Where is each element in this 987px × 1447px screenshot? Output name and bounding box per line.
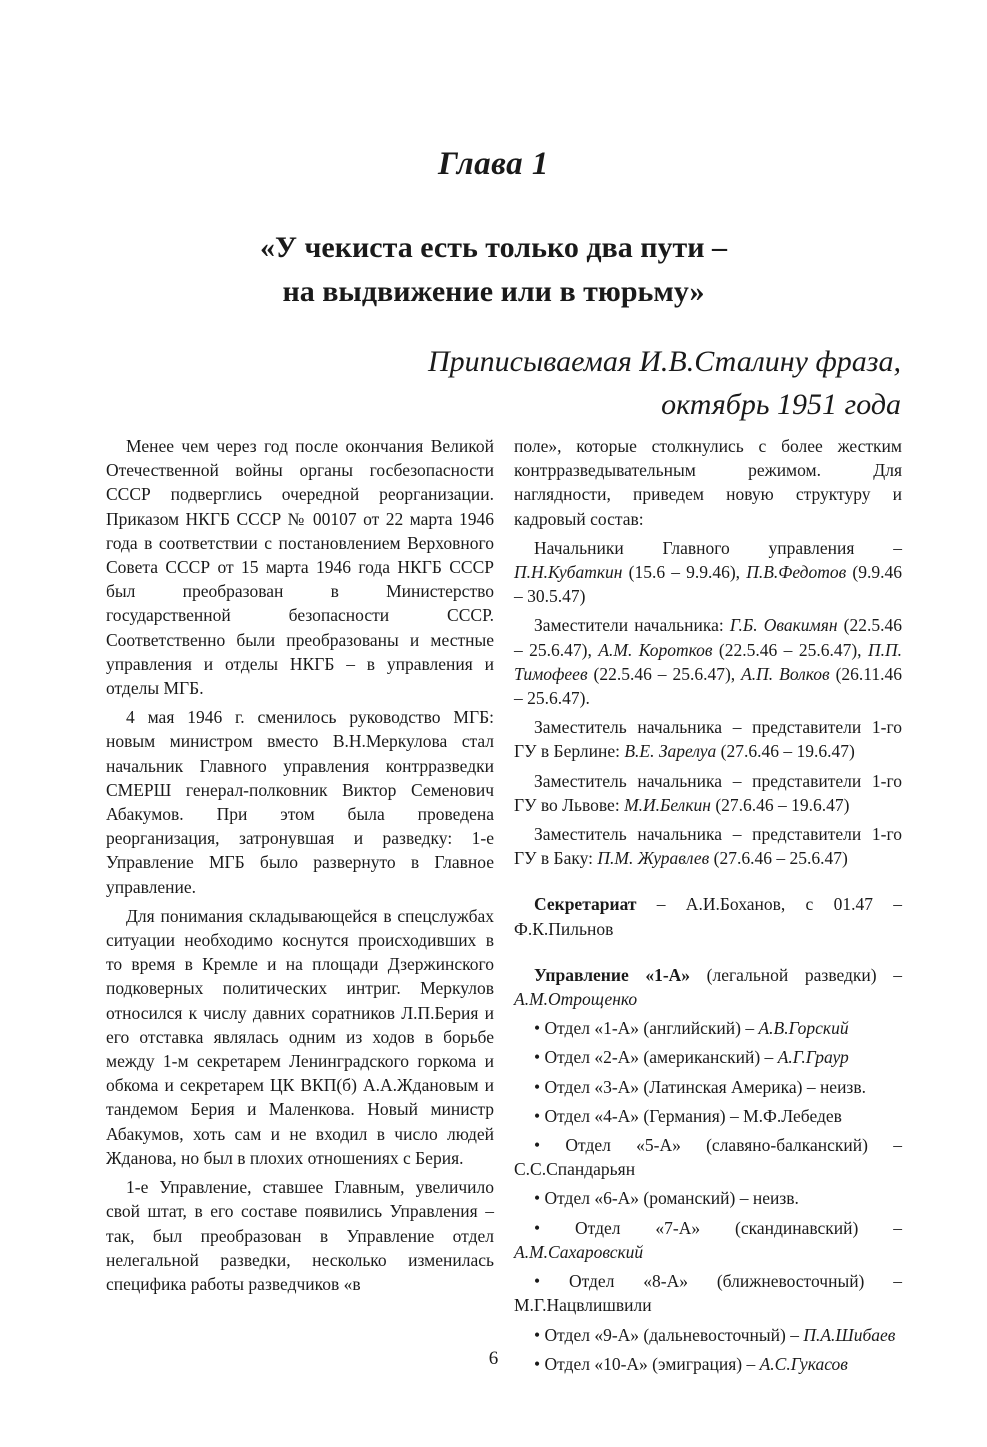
list-item: • Отдел «6-А» (романский) – неизв. xyxy=(534,1188,799,1209)
person-name: А.В.Горский xyxy=(758,1018,849,1039)
epigraph xyxy=(428,340,901,426)
paragraph: поле», которые столкнулись с более жестким контрразведывательным режимом. Для наглядности, приведем новую структуру и кадровый состав: xyxy=(514,436,902,529)
page-number: 6 xyxy=(488,1348,499,1369)
entry-label: Управление «1-А» xyxy=(534,964,691,985)
person-name: В.Е. Зарелуа xyxy=(624,741,717,762)
list-item: • Отдел «10-А» (эмиграция) – А.С.Гукасов xyxy=(534,1353,848,1374)
person-name: М.И.Белкин xyxy=(624,794,711,815)
left-column xyxy=(106,434,494,1296)
entry-dates: (27.6.46 – 19.6.47) xyxy=(716,741,855,762)
entry-text: (легальной разведки) – xyxy=(690,964,902,985)
chapter-title-line-1: «У чекиста есть только два пути – xyxy=(259,231,728,264)
entry-dates: (22.5.46 – 25.6.47), xyxy=(514,615,903,660)
berlin-entry xyxy=(514,715,902,763)
entry-dates: (22.5.46 – 25.6.47), xyxy=(587,663,742,684)
person-name: А.Г.Граур xyxy=(777,1047,849,1068)
person-name: А.М.Отрощенко xyxy=(514,989,638,1010)
person-name: А.П. Волков xyxy=(741,663,830,684)
list-item: • Отдел «5-А» (славяно-балканский) – С.С.Спандарьян xyxy=(514,1135,902,1180)
list-item: • Отдел «3-А» (Латинская Америка) – неизв. xyxy=(534,1076,866,1097)
list-item: • Отдел «8-А» (ближневосточный) – М.Г.Нацвлишвили xyxy=(514,1271,902,1316)
epigraph-line-1: Приписываемая И.В.Сталину фраза, xyxy=(427,345,901,378)
person-name: А.С.Гукасов xyxy=(759,1353,848,1374)
entry-label: Заместитель начальника – представители 1-го ГУ в Берлине: xyxy=(514,717,902,762)
entry-dates: (27.6.46 – 19.6.47) xyxy=(710,794,850,815)
entry-dates: (26.11.46 – 25.6.47). xyxy=(514,663,903,709)
person-name: П.Н.Кубаткин xyxy=(514,562,623,583)
chapter-heading: Глава 1 xyxy=(438,146,549,182)
paragraph: Для понимания складывающейся в спецслужбах ситуации необходимо коснутся происходивших в то время в Кремле и на площади Дзержинского подковерных политических интриг. Меркулов относился к числу давних соратников Л.П.Берия и его отставка являлась одним из ходов в борьбе между 1-м секретарем Ленинградского горкома и обкома и секретарем ЦК ВКП(б) А.А.Ждановым и тандемом Берия и Маленкова. Новый министр Абакумов, хоть сам и не входил в число людей Жданова, но был в плохих отношениях с Берия. xyxy=(106,905,494,1168)
deputies-entry xyxy=(514,613,902,710)
baku-entry xyxy=(514,822,902,870)
lviv-entry xyxy=(514,769,902,817)
list-item: • Отдел «7-А» (скандинавский) – А.М.Сахаровский xyxy=(514,1217,902,1262)
list-item: • Отдел «4-А» (Германия) – М.Ф.Лебедев xyxy=(534,1105,842,1126)
chapter-title-line-2: на выдвижение или в тюрьму» xyxy=(282,275,705,308)
list-item: • Отдел «9-А» (дальневосточный) – П.А.Шибаев xyxy=(534,1324,896,1345)
entry-label: Начальники Главного управления – xyxy=(534,537,902,558)
entry-dates: (9.9.46 – 30.5.47) xyxy=(514,562,902,607)
entry-label: Заместитель начальника – представители 1-го ГУ в Баку: xyxy=(514,824,902,869)
department-1a-entry xyxy=(514,963,902,1011)
entry-text: – А.И.Боханов, с 01.47 – Ф.К.Пильнов xyxy=(514,894,902,939)
entry-label: Заместители начальника: xyxy=(534,615,730,636)
person-name: А.М. Коротков xyxy=(598,639,713,660)
person-name: П.М. Журавлев xyxy=(597,848,710,869)
heads-entry xyxy=(514,536,902,609)
chapter-title xyxy=(0,226,987,314)
paragraph: 1-е Управление, ставшее Главным, увеличило свой штат, в его составе появились Управления – так, был преобразован в Управление отдел нелегальной разведки, несколько изменилась специфика работы разведчиков «в xyxy=(106,1177,494,1294)
epigraph-line-2: октябрь 1951 года xyxy=(661,388,901,421)
entry-dates: (15.6 – 9.9.46), xyxy=(622,562,747,583)
person-name: А.М.Сахаровский xyxy=(514,1241,644,1262)
person-name: П.В.Федотов xyxy=(746,562,847,583)
secretariat-entry xyxy=(514,892,902,940)
right-column xyxy=(514,434,902,1376)
entry-dates: (22.5.46 – 25.6.47), xyxy=(712,639,868,660)
person-name: П.А.Шибаев xyxy=(803,1324,896,1345)
list-item: • Отдел «2-А» (американский) – А.Г.Граур xyxy=(534,1047,849,1068)
entry-label: Заместитель начальника – представители 1-го ГУ во Львове: xyxy=(514,770,902,815)
person-name: Г.Б. Овакимян xyxy=(729,615,838,636)
entry-label: Секретариат xyxy=(534,894,637,915)
person-name: П.П. Тимофеев xyxy=(514,639,902,684)
entry-dates: (27.6.46 – 25.6.47) xyxy=(709,848,848,869)
paragraph: 4 мая 1946 г. сменилось руководство МГБ: новым министром вместо В.Н.Меркулова стал начальник Главного управления контрразведки СМЕРШ генерал-полковник Виктор Семенович Абакумов. При этом была проведена реорганизация, затронувшая и разведку: 1-е Управление МГБ было развернуто в Главное управление. xyxy=(106,707,494,897)
paragraph: Менее чем через год после окончания Великой Отечественной войны органы госбезопасности СССР подверглись очередной реорганизации. Приказом НКГБ СССР № 00107 от 22 марта 1946 года в соответствии с постановлением Верховного Совета СССР от 15 марта 1946 года НКГБ СССР был преобразован в Министерство государственной безопасности СССР. Соответственно были преобразованы и местные управления и отделы НКГБ – в управления и отделы МГБ. xyxy=(106,436,494,699)
list-item: • Отдел «1-А» (английский) – А.В.Горский xyxy=(534,1018,849,1039)
